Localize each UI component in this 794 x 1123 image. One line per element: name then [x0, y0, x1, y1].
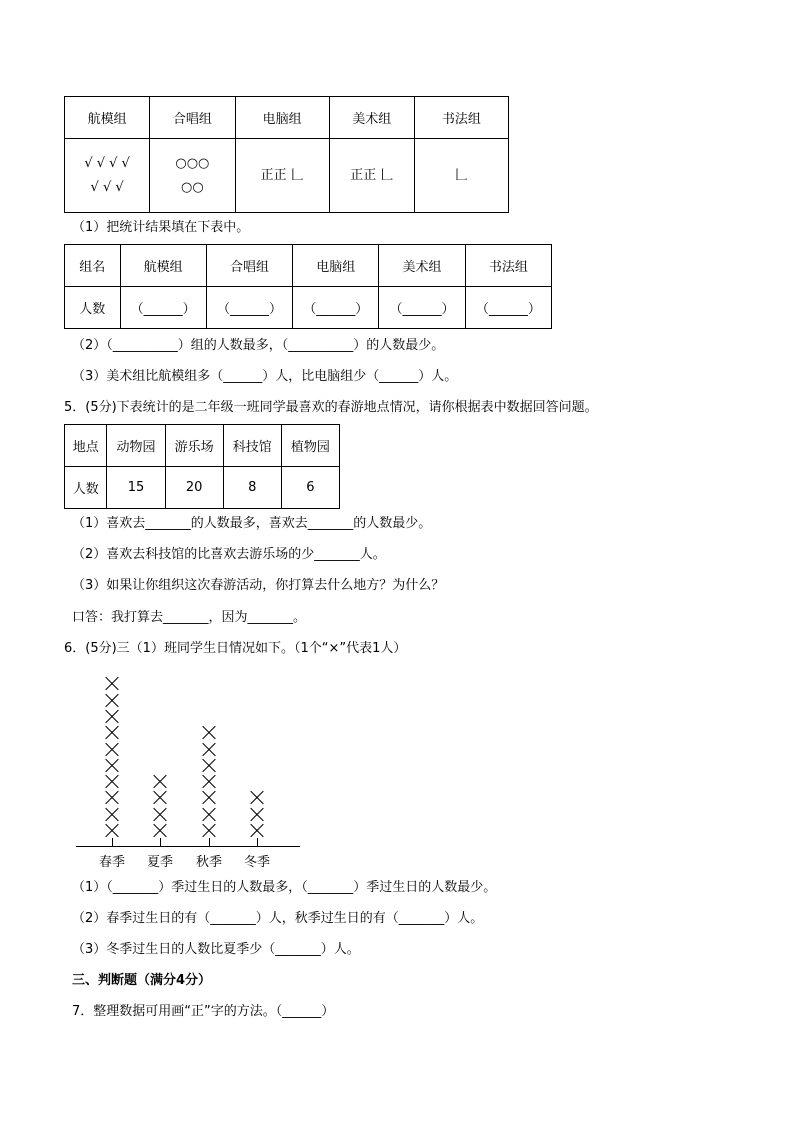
count-header-diannao: 电脑组	[293, 245, 379, 287]
q4-2: （2）（__________）组的人数最多，（__________）的人数最少。	[72, 338, 445, 353]
x-mark	[202, 775, 216, 789]
x-mark	[105, 824, 119, 838]
place-count: 20	[165, 467, 223, 509]
x-mark	[202, 808, 216, 822]
count-row-label: 人数	[65, 287, 121, 329]
axis-tick	[209, 838, 210, 846]
x-mark	[105, 677, 119, 691]
count-blank[interactable]: （______）	[465, 287, 551, 329]
q4-3: （3）美术组比航模组多（______）人，比电脑组少（______）人。	[72, 369, 458, 384]
place-header-label: 地点	[65, 425, 107, 467]
x-mark	[202, 824, 216, 838]
tally-hangmo: √ √ √ √ √ √ √	[65, 139, 150, 213]
q7: 7．整理数据可用画“正”字的方法。（______）	[72, 1004, 335, 1019]
place-count-label: 人数	[65, 467, 107, 509]
x-mark	[153, 775, 167, 789]
place-youlechang: 游乐场	[165, 425, 223, 467]
x-mark	[153, 808, 167, 822]
x-mark	[202, 759, 216, 773]
place-zhiwuyuan: 植物园	[281, 425, 339, 467]
tally-diannao: 正正 𠃊	[235, 139, 329, 213]
axis-tick	[112, 838, 113, 846]
category-label: 夏季	[146, 855, 173, 870]
x-mark	[153, 824, 167, 838]
header-diannao: 电脑组	[235, 97, 329, 139]
x-mark	[250, 824, 264, 838]
place-table	[64, 424, 340, 509]
header-shufa: 书法组	[414, 97, 508, 139]
section-3-heading: 三、判断题（满分4分）	[72, 973, 212, 988]
x-mark	[202, 726, 216, 740]
header-meishu: 美术组	[329, 97, 414, 139]
q6-1: （1）（_______）季过生日的人数最多，（_______）季过生日的人数最少。	[72, 880, 497, 895]
count-blank[interactable]: （______）	[293, 287, 379, 329]
header-hechang: 合唱组	[150, 97, 235, 139]
tally-shufa: 𠃊	[414, 139, 508, 213]
tally-table	[64, 96, 509, 213]
x-mark	[105, 694, 119, 708]
q5-title: 5．(5分)下表统计的是二年级一班同学最喜欢的春游地点情况，请你根据表中数据回答问题。	[64, 400, 598, 415]
q5-3: （3）如果让你组织这次春游活动，你打算去什么地方？为什么？	[72, 578, 445, 593]
x-mark	[105, 759, 119, 773]
header-hangmo: 航模组	[65, 97, 150, 139]
count-blank[interactable]: （______）	[206, 287, 292, 329]
x-mark	[202, 743, 216, 757]
place-count: 15	[107, 467, 165, 509]
place-kejiguan: 科技馆	[223, 425, 281, 467]
place-count: 8	[223, 467, 281, 509]
category-label: 春季	[98, 855, 125, 870]
q6-title: 6．(5分)三（1）班同学生日情况如下。（1个“×”代表1人）	[64, 641, 407, 656]
x-mark	[105, 775, 119, 789]
q5-2: （2）喜欢去科技馆的比喜欢去游乐场的少_______人。	[72, 547, 386, 562]
q4-1: （1）把统计结果填在下表中。	[72, 220, 250, 235]
count-header-meishu: 美术组	[379, 245, 465, 287]
x-mark	[105, 726, 119, 740]
x-axis	[76, 846, 300, 847]
tally-hechang: ○○○ ○○	[150, 139, 235, 213]
count-header-shufa: 书法组	[465, 245, 551, 287]
x-mark	[105, 808, 119, 822]
x-mark	[105, 791, 119, 805]
q6-3: （3）冬季过生日的人数比夏季少（_______）人。	[72, 942, 360, 957]
count-blank[interactable]: （______）	[120, 287, 206, 329]
category-label: 秋季	[195, 855, 222, 870]
count-header-hechang: 合唱组	[206, 245, 292, 287]
x-mark	[153, 791, 167, 805]
count-header-label: 组名	[65, 245, 121, 287]
place-dongwuyuan: 动物园	[107, 425, 165, 467]
tally-meishu: 正正 𠃊	[329, 139, 414, 213]
x-mark	[105, 743, 119, 757]
q5-1: （1）喜欢去_______的人数最多，喜欢去_______的人数最少。	[72, 516, 432, 531]
axis-tick	[160, 838, 161, 846]
place-count: 6	[281, 467, 339, 509]
q5-answer: 口答：我打算去_______，因为_______。	[72, 610, 307, 625]
x-mark	[250, 791, 264, 805]
count-header-hangmo: 航模组	[120, 245, 206, 287]
category-label: 冬季	[243, 855, 270, 870]
count-blank[interactable]: （______）	[379, 287, 465, 329]
count-table	[64, 244, 552, 329]
axis-tick	[257, 838, 258, 846]
x-mark	[202, 791, 216, 805]
x-mark	[250, 808, 264, 822]
q6-2: （2）春季过生日的有（_______）人，秋季过生日的有（_______）人。	[72, 911, 484, 926]
x-mark	[105, 710, 119, 724]
